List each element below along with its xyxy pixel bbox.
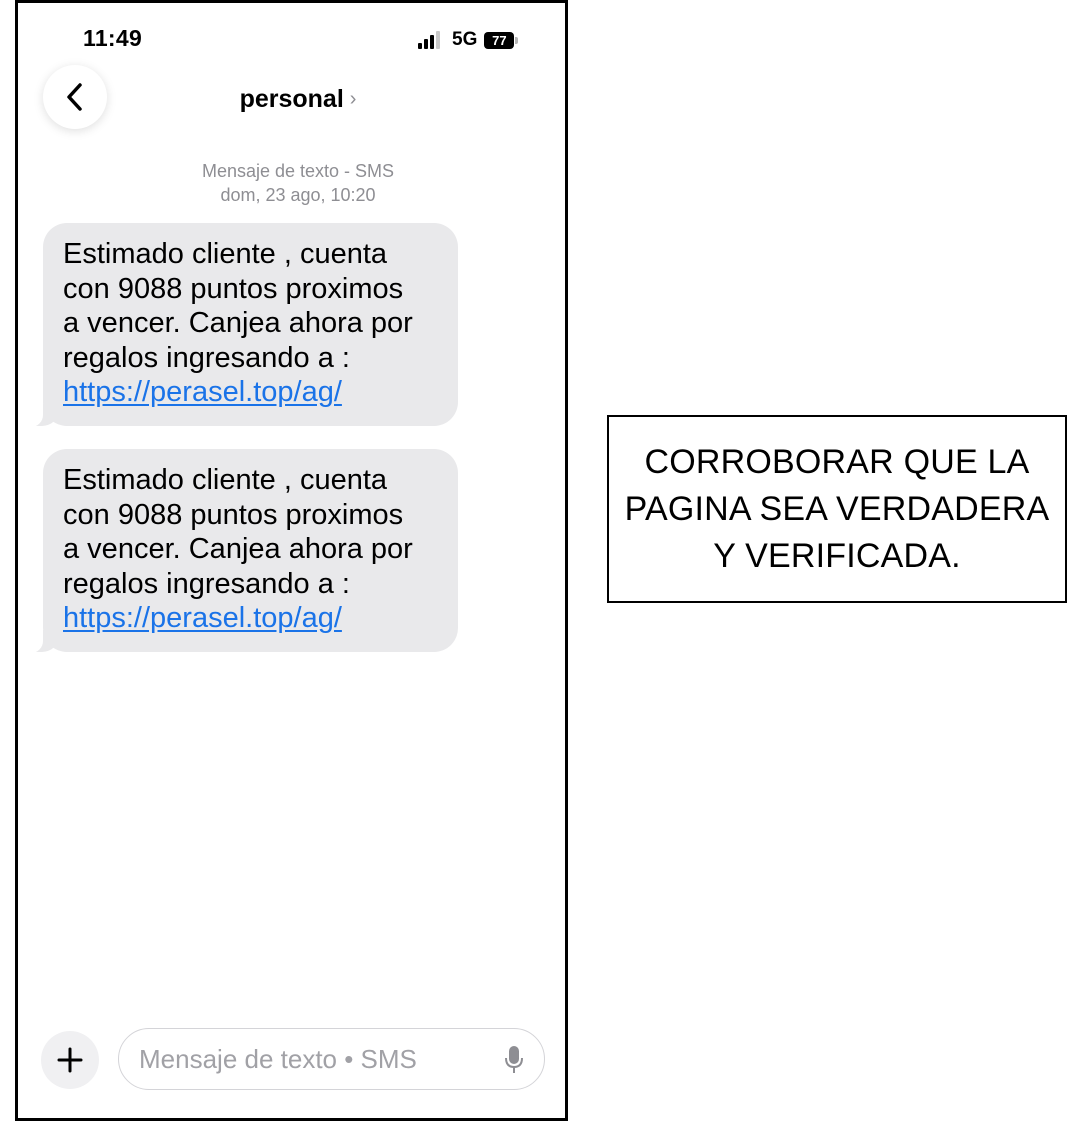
message-composer[interactable] — [118, 1028, 545, 1090]
network-type: 5G — [452, 29, 478, 50]
message-text: Estimado cliente , cuenta con 9088 puntos proximos a vencer. Canjea ahora por regalos ingresando a : — [63, 464, 413, 600]
message-input[interactable] — [139, 1039, 469, 1079]
message-type-label: Mensaje de texto - SMS — [201, 161, 395, 181]
contact-name-label: personal — [239, 85, 344, 113]
message-link[interactable]: https://perasel.top/ag/ — [63, 376, 342, 408]
cellular-signal-icon — [418, 31, 444, 49]
phone-screenshot — [15, 0, 568, 1121]
warning-text: CORROBORAR QUE LA PAGINA SEA VERDADERA Y VERIFICADA. — [624, 442, 1050, 575]
chevron-right-icon: › — [349, 88, 357, 110]
warning-box — [607, 415, 1067, 603]
status-indicators — [418, 28, 518, 52]
message-link[interactable]: https://perasel.top/ag/ — [63, 602, 342, 634]
message-text: Estimado cliente , cuenta con 9088 puntos proximos a vencer. Canjea ahora por regalos ingresando a : — [63, 238, 413, 374]
message-bubble[interactable] — [43, 449, 458, 652]
battery-icon — [484, 32, 514, 49]
add-attachment-button[interactable] — [41, 1031, 99, 1089]
plus-icon — [56, 1046, 84, 1074]
contact-name[interactable] — [18, 85, 568, 114]
microphone-icon[interactable] — [504, 1045, 524, 1075]
battery-tip — [515, 37, 518, 44]
message-date-label: dom, 23 ago, 10:20 — [220, 185, 376, 205]
status-time: 11:49 — [83, 25, 143, 51]
message-bubble[interactable] — [43, 223, 458, 426]
battery-level: 77 — [492, 32, 507, 48]
